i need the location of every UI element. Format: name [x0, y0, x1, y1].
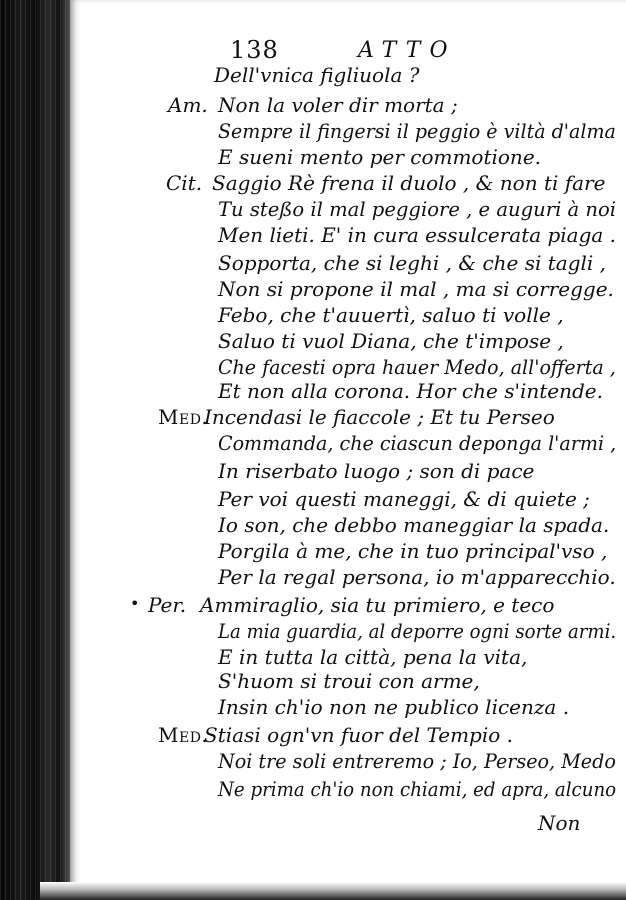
- verse-line: Noi tre soli entreremo ; Io, Perseo, Medo: [218, 749, 616, 773]
- verse-line: Porgila à me, che in tuo principal'vso ,: [218, 539, 608, 563]
- verse-line: Tu steßo il mal peggiore , e auguri à noi: [218, 197, 617, 221]
- verse-line: Men lieti. E' in cura essulcerata piaga .: [218, 223, 616, 247]
- verse-line: Saggio Rè frena il duolo , & non ti fare: [212, 171, 606, 195]
- verse-line: Et non alla corona. Hor che s'intende.: [218, 379, 603, 403]
- verse-line: E sueni mento per commotione.: [218, 145, 542, 169]
- verse-line: Ammiraglio, sia tu primiero, e teco: [200, 593, 555, 617]
- verse-line: Sempre il fingersi il peggio è viltà d'alma: [218, 119, 616, 143]
- verse-line: In riserbato luogo ; son di pace: [218, 459, 535, 483]
- verse-line: Incendasi le fiaccole ; Et tu Perseo: [204, 405, 555, 429]
- verse-line: Febo, che t'auuertì, saluo ti volle ,: [218, 303, 564, 327]
- running-title: ATTO: [358, 38, 457, 63]
- speaker-label: Per.: [148, 593, 187, 617]
- page-edges: [0, 0, 70, 900]
- verse-line: Non la voler dir morta ;: [218, 93, 458, 117]
- verse-line: Saluo ti vuol Diana, che t'impose ,: [218, 329, 564, 353]
- margin-dot: •: [130, 594, 140, 613]
- verse-line: Commanda, che ciascun deponga l'armi ,: [218, 431, 617, 455]
- speaker-label: Med.: [158, 723, 209, 747]
- verse-line: Dell'vnica figliuola ?: [214, 63, 420, 87]
- verse-line: S'huom si troui con arme,: [218, 669, 480, 693]
- verse-line: Sopporta, che si leghi , & che si tagli ,: [218, 251, 607, 275]
- verse-line: E in tutta la città, pena la vita,: [218, 645, 528, 669]
- verse-line: Per voi questi maneggi, & di quiete ;: [218, 487, 590, 511]
- catchword: Non: [538, 811, 581, 835]
- speaker-label: Cit.: [166, 171, 203, 195]
- verse-line: Ne prima ch'io non chiami, ed apra, alcuno: [218, 777, 617, 801]
- verse-line: Insin ch'io non ne publico licenza .: [218, 695, 570, 719]
- verse-line: La mia guardia, al deporre ogni sorte armi.: [218, 619, 617, 643]
- verse-line: Stiasi ogn'vn fuor del Tempio .: [204, 723, 514, 747]
- verse-line: Io son, che debbo maneggiar la spada.: [218, 513, 610, 537]
- speaker-label: Med.: [158, 405, 209, 429]
- verse-line: Non si propone il mal , ma si corregge.: [218, 277, 614, 301]
- speaker-label: Am.: [168, 93, 208, 117]
- verse-line: Per la regal persona, io m'apparecchio.: [218, 565, 616, 589]
- page-number: 138: [230, 36, 279, 64]
- page-bottom-edge: [40, 882, 626, 900]
- verse-line: Che facesti opra hauer Medo, all'offerta ,: [218, 355, 616, 379]
